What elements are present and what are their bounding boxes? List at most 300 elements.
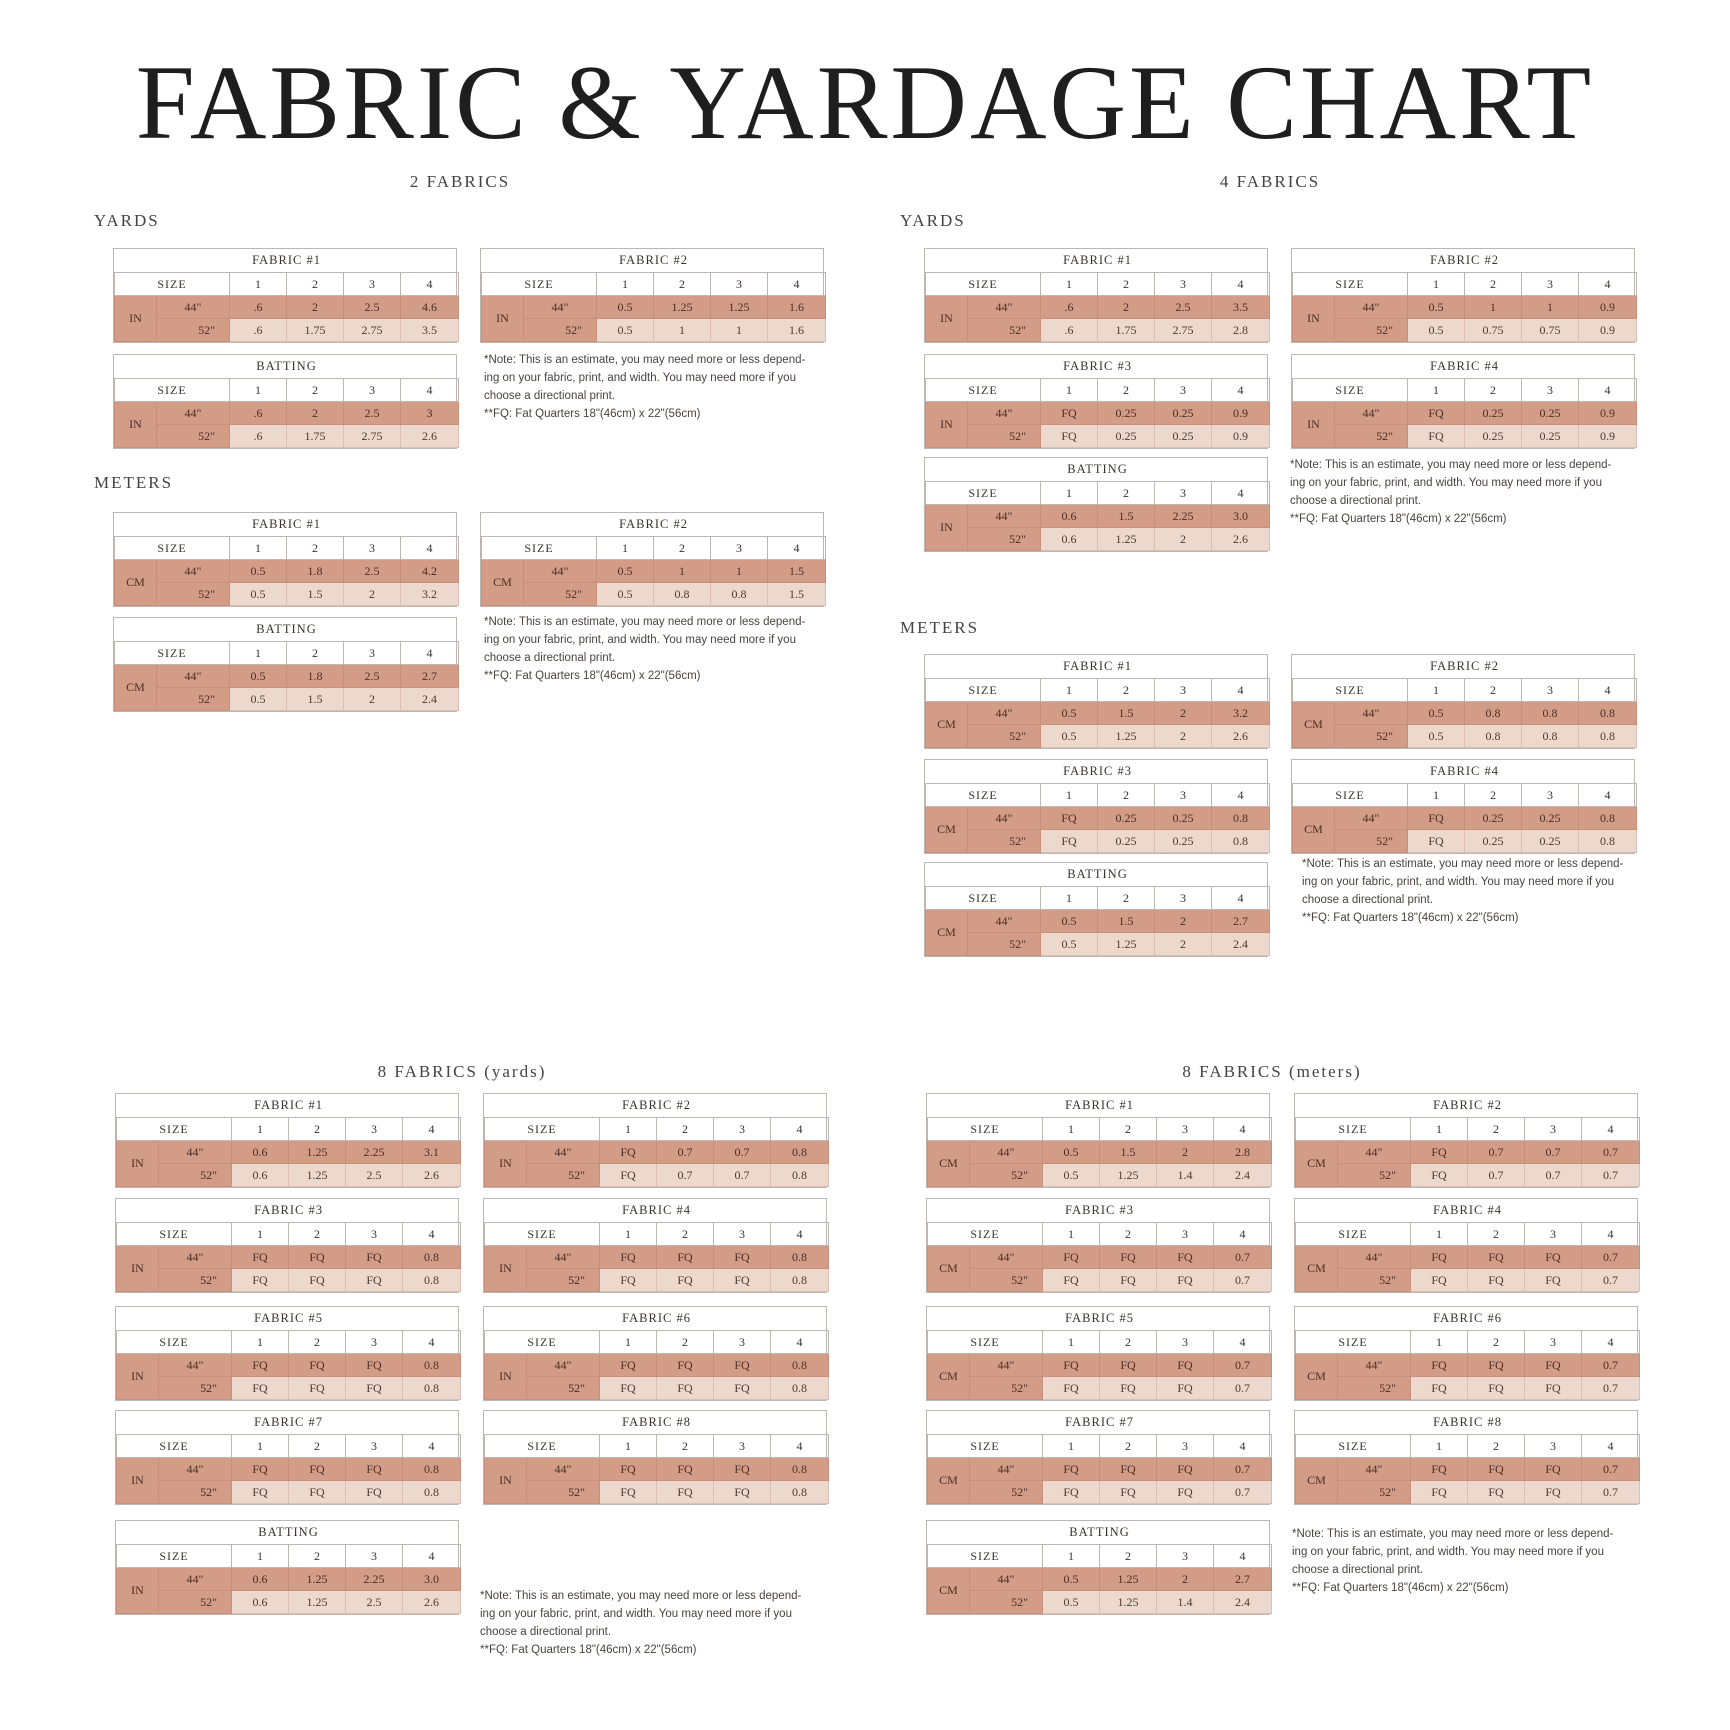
value-cell: 0.7 xyxy=(1214,1246,1272,1269)
table-title: FABRIC #3 xyxy=(117,1199,461,1223)
col-header: 3 xyxy=(344,273,401,296)
value-cell: FQ xyxy=(1525,1458,1582,1481)
unit-cell: IN xyxy=(926,402,968,448)
value-cell: 1 xyxy=(1465,296,1522,319)
col-header: 2 xyxy=(654,537,711,560)
col-header: 2 xyxy=(287,273,344,296)
table-title: FABRIC #2 xyxy=(1293,249,1637,273)
width-cell: 44" xyxy=(970,1458,1043,1481)
col-header: 3 xyxy=(711,537,768,560)
value-cell: 1.6 xyxy=(768,319,826,342)
table-title: FABRIC #2 xyxy=(1293,655,1637,679)
table-row xyxy=(928,1269,1272,1292)
table-row xyxy=(117,1164,461,1187)
width-cell: 52" xyxy=(1335,725,1408,748)
col-header: 2 xyxy=(1468,1435,1525,1458)
table-row xyxy=(926,725,1270,748)
value-cell: 0.7 xyxy=(714,1141,771,1164)
width-cell: 44" xyxy=(157,402,230,425)
table-row xyxy=(1296,1481,1640,1504)
yardage-table xyxy=(926,1198,1270,1293)
value-cell: FQ xyxy=(1041,425,1098,448)
value-cell: FQ xyxy=(346,1246,403,1269)
table-row xyxy=(1296,1164,1640,1187)
unit-cell: IN xyxy=(1293,296,1335,342)
value-cell: 1.25 xyxy=(1100,1568,1157,1591)
value-cell: 3.5 xyxy=(401,319,459,342)
yardage-table xyxy=(926,1306,1270,1401)
col-header: 2 xyxy=(657,1118,714,1141)
value-cell: 0.9 xyxy=(1579,425,1637,448)
table-title: BATTING xyxy=(926,863,1270,887)
table-row xyxy=(115,319,459,342)
unit-cell: IN xyxy=(117,1568,159,1614)
col-header: 2 xyxy=(1465,379,1522,402)
col-header: 1 xyxy=(600,1118,657,1141)
col-header: 2 xyxy=(289,1331,346,1354)
yardage-table xyxy=(113,617,457,712)
value-cell: .6 xyxy=(230,402,287,425)
table-title: BATTING xyxy=(115,355,459,379)
value-cell: 3.2 xyxy=(401,583,459,606)
table-title: FABRIC #5 xyxy=(928,1307,1272,1331)
size-header: SIZE xyxy=(928,1545,1043,1568)
value-cell: 0.5 xyxy=(1043,1591,1100,1614)
unit-cell: CM xyxy=(1296,1141,1338,1187)
size-header: SIZE xyxy=(117,1118,232,1141)
value-cell: 0.7 xyxy=(1468,1164,1525,1187)
value-cell: FQ xyxy=(1468,1481,1525,1504)
col-header: 1 xyxy=(230,379,287,402)
value-cell: FQ xyxy=(1043,1377,1100,1400)
value-cell: FQ xyxy=(1157,1481,1214,1504)
value-cell: 0.5 xyxy=(1408,296,1465,319)
col-header: 3 xyxy=(344,537,401,560)
table-row xyxy=(115,665,459,688)
value-cell: 2 xyxy=(1155,725,1212,748)
value-cell: 3 xyxy=(401,402,459,425)
col-header: 1 xyxy=(1411,1435,1468,1458)
size-header: SIZE xyxy=(1296,1223,1411,1246)
value-cell: FQ xyxy=(1525,1377,1582,1400)
width-cell: 44" xyxy=(970,1354,1043,1377)
value-cell: FQ xyxy=(1100,1377,1157,1400)
value-cell: 1.25 xyxy=(1098,933,1155,956)
value-cell: 2.6 xyxy=(1212,528,1270,551)
col-header: 2 xyxy=(287,642,344,665)
value-cell: FQ xyxy=(289,1354,346,1377)
yardage-table xyxy=(115,1306,459,1401)
table-row xyxy=(928,1141,1272,1164)
col-header: 3 xyxy=(1155,482,1212,505)
yardage-table xyxy=(480,512,824,607)
table-row xyxy=(928,1481,1272,1504)
value-cell: 1.25 xyxy=(289,1141,346,1164)
unit-meters-4: METERS xyxy=(900,618,980,637)
value-cell: 0.6 xyxy=(1041,528,1098,551)
size-header: SIZE xyxy=(482,273,597,296)
size-header: SIZE xyxy=(926,379,1041,402)
value-cell: 0.6 xyxy=(1041,505,1098,528)
col-header: 4 xyxy=(771,1331,829,1354)
col-header: 3 xyxy=(1155,379,1212,402)
width-cell: 52" xyxy=(1338,1481,1411,1504)
yardage-table xyxy=(924,248,1268,343)
yardage-table xyxy=(113,512,457,607)
value-cell: 0.9 xyxy=(1212,425,1270,448)
table-title: FABRIC #1 xyxy=(928,1094,1272,1118)
value-cell: 0.25 xyxy=(1155,830,1212,853)
table-row xyxy=(1296,1377,1640,1400)
width-cell: 52" xyxy=(968,830,1041,853)
yardage-table xyxy=(1294,1198,1638,1293)
col-header: 2 xyxy=(1098,273,1155,296)
unit-cell: IN xyxy=(485,1141,527,1187)
yardage-table xyxy=(924,654,1268,749)
value-cell: FQ xyxy=(714,1269,771,1292)
width-cell: 52" xyxy=(159,1481,232,1504)
value-cell: 1.6 xyxy=(768,296,826,319)
value-cell: 0.5 xyxy=(597,296,654,319)
value-cell: .6 xyxy=(1041,296,1098,319)
table-row xyxy=(928,1354,1272,1377)
value-cell: 0.25 xyxy=(1098,402,1155,425)
col-header: 2 xyxy=(1100,1545,1157,1568)
table-title: FABRIC #5 xyxy=(117,1307,461,1331)
value-cell: 2.5 xyxy=(344,560,401,583)
col-header: 4 xyxy=(771,1435,829,1458)
size-header: SIZE xyxy=(926,482,1041,505)
size-header: SIZE xyxy=(115,379,230,402)
col-header: 2 xyxy=(289,1435,346,1458)
table-row xyxy=(926,910,1270,933)
value-cell: FQ xyxy=(1100,1481,1157,1504)
value-cell: 0.5 xyxy=(1041,910,1098,933)
value-cell: 1.8 xyxy=(287,665,344,688)
value-cell: 1 xyxy=(654,560,711,583)
col-header: 4 xyxy=(1214,1331,1272,1354)
value-cell: FQ xyxy=(657,1481,714,1504)
value-cell: 2 xyxy=(287,402,344,425)
col-header: 1 xyxy=(1041,784,1098,807)
value-cell: 0.25 xyxy=(1465,830,1522,853)
col-header: 3 xyxy=(1155,679,1212,702)
table-row xyxy=(1293,319,1637,342)
value-cell: FQ xyxy=(714,1377,771,1400)
yardage-table xyxy=(1291,248,1635,343)
size-header: SIZE xyxy=(926,679,1041,702)
value-cell: 0.5 xyxy=(1408,725,1465,748)
note-block: *Note: This is an estimate, you may need more or less depend- ing on your fabric, print, and width. You may need more if you choose a directional print. **FQ: Fat Quarters 18"(46cm) x 22"(56cm) xyxy=(480,1590,802,1656)
value-cell: FQ xyxy=(1041,830,1098,853)
table-row xyxy=(926,702,1270,725)
col-header: 2 xyxy=(1100,1435,1157,1458)
unit-cell: IN xyxy=(926,505,968,551)
value-cell: 0.5 xyxy=(597,319,654,342)
col-header: 4 xyxy=(771,1118,829,1141)
table-row xyxy=(115,688,459,711)
col-header: 1 xyxy=(600,1435,657,1458)
col-header: 4 xyxy=(1579,379,1637,402)
value-cell: 1.5 xyxy=(768,583,826,606)
value-cell: FQ xyxy=(1043,1246,1100,1269)
value-cell: FQ xyxy=(600,1458,657,1481)
value-cell: FQ xyxy=(1043,1354,1100,1377)
size-header: SIZE xyxy=(482,537,597,560)
table-title: FABRIC #8 xyxy=(1296,1411,1640,1435)
table-row xyxy=(117,1377,461,1400)
unit-cell: IN xyxy=(485,1458,527,1504)
col-header: 3 xyxy=(1155,273,1212,296)
table-row xyxy=(117,1269,461,1292)
value-cell: FQ xyxy=(1525,1246,1582,1269)
yardage-table xyxy=(926,1410,1270,1505)
table-row xyxy=(485,1141,829,1164)
note-block: *Note: This is an estimate, you may need more or less depend- ing on your fabric, print, and width. You may need more if you choose a directional print. **FQ: Fat Quarters 18"(46cm) x 22"(56cm) xyxy=(484,354,806,420)
table-title: FABRIC #4 xyxy=(1293,355,1637,379)
value-cell: FQ xyxy=(232,1458,289,1481)
size-header: SIZE xyxy=(928,1435,1043,1458)
note-block: *Note: This is an estimate, you may need more or less depend- ing on your fabric, print, and width. You may need more if you choose a directional print. **FQ: Fat Quarters 18"(46cm) x 22"(56cm) xyxy=(1302,858,1624,924)
table-row xyxy=(115,296,459,319)
value-cell: 2.8 xyxy=(1214,1141,1272,1164)
unit-yards-4: YARDS xyxy=(900,211,966,230)
value-cell: 0.9 xyxy=(1212,402,1270,425)
value-cell: 1.25 xyxy=(1098,725,1155,748)
table-row xyxy=(485,1354,829,1377)
value-cell: FQ xyxy=(600,1269,657,1292)
width-cell: 52" xyxy=(1335,425,1408,448)
unit-cell: CM xyxy=(928,1458,970,1504)
value-cell: 1.75 xyxy=(287,425,344,448)
value-cell: 2.4 xyxy=(1214,1591,1272,1614)
value-cell: 0.8 xyxy=(1465,725,1522,748)
width-cell: 52" xyxy=(157,583,230,606)
col-header: 2 xyxy=(1468,1331,1525,1354)
value-cell: 0.75 xyxy=(1465,319,1522,342)
value-cell: FQ xyxy=(289,1269,346,1292)
value-cell: 0.5 xyxy=(1041,933,1098,956)
table-title: FABRIC #4 xyxy=(485,1199,829,1223)
table-row xyxy=(117,1458,461,1481)
width-cell: 52" xyxy=(970,1164,1043,1187)
col-header: 3 xyxy=(346,1331,403,1354)
value-cell: 0.6 xyxy=(232,1591,289,1614)
unit-cell: CM xyxy=(115,560,157,606)
col-header: 2 xyxy=(1465,679,1522,702)
value-cell: 0.7 xyxy=(1468,1141,1525,1164)
value-cell: 4.6 xyxy=(401,296,459,319)
yardage-table xyxy=(1294,1306,1638,1401)
value-cell: 0.25 xyxy=(1155,402,1212,425)
value-cell: FQ xyxy=(232,1481,289,1504)
col-header: 3 xyxy=(1525,1435,1582,1458)
value-cell: 0.5 xyxy=(597,560,654,583)
value-cell: 0.25 xyxy=(1098,830,1155,853)
value-cell: FQ xyxy=(289,1377,346,1400)
yardage-table xyxy=(1291,759,1635,854)
yardage-table xyxy=(924,457,1268,552)
value-cell: 2.5 xyxy=(1155,296,1212,319)
value-cell: FQ xyxy=(289,1246,346,1269)
width-cell: 44" xyxy=(970,1246,1043,1269)
width-cell: 44" xyxy=(157,665,230,688)
value-cell: 2.5 xyxy=(344,296,401,319)
col-header: 4 xyxy=(1579,679,1637,702)
col-header: 2 xyxy=(289,1223,346,1246)
yardage-table xyxy=(1291,354,1635,449)
size-header: SIZE xyxy=(485,1118,600,1141)
table-row xyxy=(485,1164,829,1187)
value-cell: 0.5 xyxy=(1408,319,1465,342)
value-cell: FQ xyxy=(1411,1269,1468,1292)
value-cell: 0.7 xyxy=(1214,1458,1272,1481)
value-cell: 2.6 xyxy=(1212,725,1270,748)
value-cell: 0.7 xyxy=(714,1164,771,1187)
col-header: 2 xyxy=(1468,1223,1525,1246)
width-cell: 44" xyxy=(968,910,1041,933)
col-header: 3 xyxy=(1525,1223,1582,1246)
table-title: FABRIC #4 xyxy=(1296,1199,1640,1223)
value-cell: FQ xyxy=(1411,1377,1468,1400)
col-header: 4 xyxy=(403,1331,461,1354)
col-header: 4 xyxy=(1212,679,1270,702)
col-header: 1 xyxy=(232,1223,289,1246)
col-header: 1 xyxy=(1043,1435,1100,1458)
table-title: FABRIC #6 xyxy=(485,1307,829,1331)
size-header: SIZE xyxy=(485,1331,600,1354)
value-cell: FQ xyxy=(657,1458,714,1481)
value-cell: FQ xyxy=(1408,830,1465,853)
value-cell: 2.5 xyxy=(344,665,401,688)
unit-cell: IN xyxy=(115,296,157,342)
value-cell: 2.7 xyxy=(401,665,459,688)
yardage-table xyxy=(924,862,1268,957)
unit-cell: CM xyxy=(926,702,968,748)
width-cell: 44" xyxy=(157,296,230,319)
page-title: FABRIC & YARDAGE CHART xyxy=(135,44,1595,161)
width-cell: 44" xyxy=(527,1246,600,1269)
value-cell: 0.8 xyxy=(1212,830,1270,853)
table-title: FABRIC #2 xyxy=(485,1094,829,1118)
col-header: 4 xyxy=(403,1223,461,1246)
col-header: 3 xyxy=(1157,1545,1214,1568)
table-row xyxy=(1296,1246,1640,1269)
size-header: SIZE xyxy=(1296,1331,1411,1354)
value-cell: 0.8 xyxy=(1522,702,1579,725)
table-row xyxy=(1293,702,1637,725)
value-cell: FQ xyxy=(1157,1458,1214,1481)
yardage-table xyxy=(113,248,457,343)
value-cell: 0.8 xyxy=(771,1354,829,1377)
unit-cell: IN xyxy=(485,1354,527,1400)
value-cell: 0.7 xyxy=(1525,1164,1582,1187)
table-row xyxy=(117,1141,461,1164)
col-header: 1 xyxy=(1041,679,1098,702)
value-cell: FQ xyxy=(1100,1246,1157,1269)
value-cell: 0.5 xyxy=(230,560,287,583)
value-cell: FQ xyxy=(600,1377,657,1400)
table-row xyxy=(117,1481,461,1504)
table-title: FABRIC #4 xyxy=(1293,760,1637,784)
table-row xyxy=(115,425,459,448)
col-header: 4 xyxy=(771,1223,829,1246)
value-cell: 2.5 xyxy=(346,1591,403,1614)
value-cell: 1 xyxy=(1522,296,1579,319)
width-cell: 52" xyxy=(1338,1269,1411,1292)
table-title: BATTING xyxy=(928,1521,1272,1545)
col-header: 4 xyxy=(1212,784,1270,807)
value-cell: 2.6 xyxy=(403,1164,461,1187)
value-cell: 0.7 xyxy=(1582,1141,1640,1164)
value-cell: FQ xyxy=(600,1246,657,1269)
value-cell: 2 xyxy=(1155,933,1212,956)
value-cell: 0.5 xyxy=(1043,1164,1100,1187)
col-header: 4 xyxy=(401,379,459,402)
col-header: 4 xyxy=(401,642,459,665)
value-cell: FQ xyxy=(289,1458,346,1481)
value-cell: FQ xyxy=(1468,1269,1525,1292)
unit-cell: CM xyxy=(1293,702,1335,748)
col-header: 4 xyxy=(1214,1118,1272,1141)
width-cell: 44" xyxy=(1335,807,1408,830)
value-cell: 2 xyxy=(344,583,401,606)
col-header: 4 xyxy=(401,273,459,296)
col-header: 4 xyxy=(1582,1223,1640,1246)
col-header: 3 xyxy=(711,273,768,296)
table-row xyxy=(482,319,826,342)
col-header: 3 xyxy=(1525,1118,1582,1141)
size-header: SIZE xyxy=(926,887,1041,910)
unit-cell: IN xyxy=(117,1458,159,1504)
table-row xyxy=(1293,725,1637,748)
col-header: 2 xyxy=(1100,1223,1157,1246)
table-row xyxy=(482,560,826,583)
col-header: 2 xyxy=(1098,887,1155,910)
unit-cell: CM xyxy=(482,560,524,606)
width-cell: 52" xyxy=(970,1377,1043,1400)
value-cell: FQ xyxy=(1411,1354,1468,1377)
value-cell: FQ xyxy=(1157,1269,1214,1292)
col-header: 1 xyxy=(1411,1118,1468,1141)
col-header: 3 xyxy=(1155,784,1212,807)
value-cell: FQ xyxy=(1408,425,1465,448)
yardage-table xyxy=(483,1410,827,1505)
value-cell: 1.25 xyxy=(654,296,711,319)
value-cell: 2.5 xyxy=(344,402,401,425)
width-cell: 44" xyxy=(968,296,1041,319)
table-row xyxy=(115,560,459,583)
unit-cell: IN xyxy=(926,296,968,342)
size-header: SIZE xyxy=(117,1545,232,1568)
width-cell: 44" xyxy=(159,1246,232,1269)
value-cell: FQ xyxy=(346,1481,403,1504)
yardage-table xyxy=(1294,1093,1638,1188)
value-cell: 0.25 xyxy=(1465,807,1522,830)
col-header: 2 xyxy=(1100,1331,1157,1354)
col-header: 3 xyxy=(1522,379,1579,402)
value-cell: 1 xyxy=(654,319,711,342)
col-header: 3 xyxy=(714,1435,771,1458)
value-cell: 0.8 xyxy=(1579,702,1637,725)
value-cell: FQ xyxy=(1041,807,1098,830)
value-cell: 0.8 xyxy=(771,1458,829,1481)
value-cell: FQ xyxy=(1043,1269,1100,1292)
size-header: SIZE xyxy=(926,273,1041,296)
table-row xyxy=(485,1269,829,1292)
table-title: FABRIC #1 xyxy=(115,249,459,273)
value-cell: 1.25 xyxy=(289,1591,346,1614)
